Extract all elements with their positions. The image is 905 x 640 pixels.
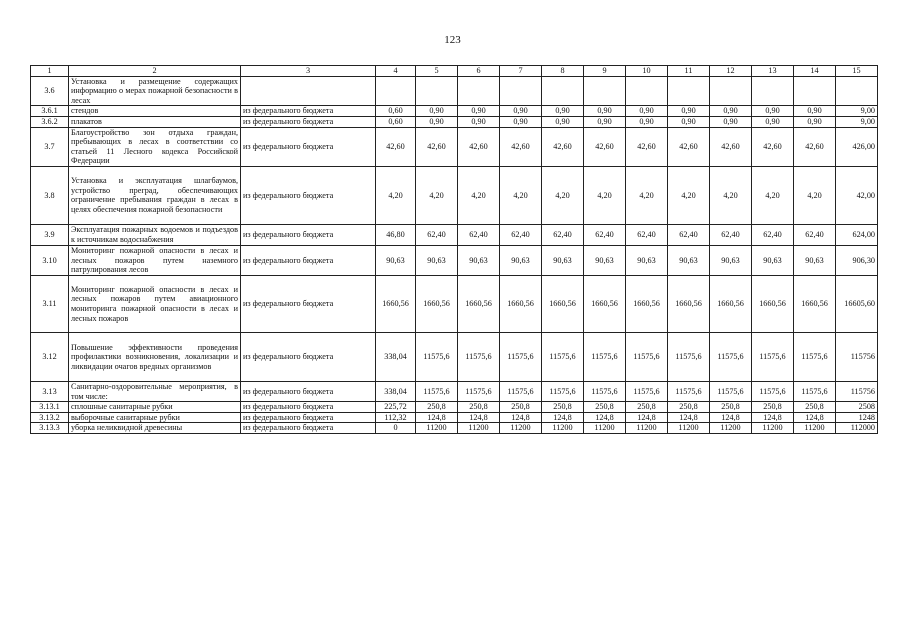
budget-table — [30, 65, 878, 434]
funding-source-cell: из федерального бюджета — [241, 332, 376, 381]
year-value-cell: 62,40 — [752, 224, 794, 245]
year-value-cell: 250,8 — [458, 402, 500, 413]
total-value-cell: 906,30 — [836, 245, 878, 275]
year-value-cell: 42,60 — [458, 127, 500, 166]
year-value-cell: 46,80 — [376, 224, 416, 245]
table-row — [31, 423, 878, 434]
year-value-cell: 62,40 — [458, 224, 500, 245]
year-value-cell: 1660,56 — [584, 275, 626, 332]
row-name-cell: выборочные санитарные рубки — [69, 412, 241, 423]
year-value-cell: 0,90 — [584, 116, 626, 127]
year-value-cell: 250,8 — [416, 402, 458, 413]
year-value-cell: 11575,6 — [416, 381, 458, 401]
year-value-cell: 42,60 — [752, 127, 794, 166]
column-header: 1 — [31, 66, 69, 77]
row-name-cell: Мониторинг пожарной опасности в лесах и лесных пожаров путем авиационного мониторинга пожарной опасности в лесах и лесных пожаров — [69, 275, 241, 332]
year-value-cell: 1660,56 — [500, 275, 542, 332]
year-value-cell: 4,20 — [500, 166, 542, 224]
year-value-cell: 1660,56 — [626, 275, 668, 332]
total-value-cell: 112000 — [836, 423, 878, 434]
year-value-cell: 0 — [376, 423, 416, 434]
year-value-cell: 250,8 — [752, 402, 794, 413]
year-value-cell: 250,8 — [584, 402, 626, 413]
year-value-cell: 0,90 — [416, 116, 458, 127]
year-value-cell: 0,90 — [794, 116, 836, 127]
table-row — [31, 245, 878, 275]
year-value-cell: 90,63 — [542, 245, 584, 275]
funding-source-cell: из федерального бюджета — [241, 402, 376, 413]
table-row — [31, 166, 878, 224]
year-value-cell: 0,90 — [500, 106, 542, 117]
year-value-cell: 11575,6 — [416, 332, 458, 381]
year-value-cell — [626, 76, 668, 106]
year-value-cell: 90,63 — [668, 245, 710, 275]
funding-source-cell: из федерального бюджета — [241, 166, 376, 224]
column-header: 3 — [241, 66, 376, 77]
year-value-cell: 90,63 — [376, 245, 416, 275]
year-value-cell: 62,40 — [710, 224, 752, 245]
total-value-cell: 42,00 — [836, 166, 878, 224]
year-value-cell — [710, 76, 752, 106]
total-value-cell: 115756 — [836, 381, 878, 401]
year-value-cell: 0,90 — [668, 106, 710, 117]
year-value-cell: 338,04 — [376, 381, 416, 401]
year-value-cell: 124,8 — [584, 412, 626, 423]
year-value-cell: 11200 — [458, 423, 500, 434]
column-header: 5 — [416, 66, 458, 77]
row-name-cell: уборка неликвидной древесины — [69, 423, 241, 434]
year-value-cell: 11200 — [794, 423, 836, 434]
row-number-cell: 3.12 — [31, 332, 69, 381]
year-value-cell: 1660,56 — [710, 275, 752, 332]
year-value-cell: 62,40 — [542, 224, 584, 245]
row-number-cell: 3.6.2 — [31, 116, 69, 127]
year-value-cell: 42,60 — [542, 127, 584, 166]
year-value-cell: 11575,6 — [626, 332, 668, 381]
header-row — [31, 66, 878, 77]
year-value-cell: 42,60 — [376, 127, 416, 166]
row-number-cell: 3.13.1 — [31, 402, 69, 413]
column-header: 15 — [836, 66, 878, 77]
funding-source-cell: из федерального бюджета — [241, 245, 376, 275]
year-value-cell: 4,20 — [794, 166, 836, 224]
row-number-cell: 3.7 — [31, 127, 69, 166]
year-value-cell: 42,60 — [710, 127, 752, 166]
year-value-cell — [752, 76, 794, 106]
year-value-cell: 62,40 — [584, 224, 626, 245]
column-header: 14 — [794, 66, 836, 77]
year-value-cell — [668, 76, 710, 106]
year-value-cell: 42,60 — [584, 127, 626, 166]
column-header: 2 — [69, 66, 241, 77]
funding-source-cell — [241, 76, 376, 106]
year-value-cell: 0,90 — [584, 106, 626, 117]
year-value-cell: 42,60 — [668, 127, 710, 166]
year-value-cell: 62,40 — [416, 224, 458, 245]
column-header: 8 — [542, 66, 584, 77]
column-header: 7 — [500, 66, 542, 77]
funding-source-cell: из федерального бюджета — [241, 423, 376, 434]
year-value-cell: 0,90 — [710, 106, 752, 117]
year-value-cell: 11200 — [668, 423, 710, 434]
year-value-cell: 90,63 — [416, 245, 458, 275]
row-number-cell: 3.13.3 — [31, 423, 69, 434]
year-value-cell: 11575,6 — [794, 381, 836, 401]
year-value-cell — [458, 76, 500, 106]
total-value-cell: 624,00 — [836, 224, 878, 245]
table-row — [31, 106, 878, 117]
row-number-cell: 3.6 — [31, 76, 69, 106]
year-value-cell: 124,8 — [668, 412, 710, 423]
year-value-cell: 250,8 — [500, 402, 542, 413]
funding-source-cell: из федерального бюджета — [241, 106, 376, 117]
funding-source-cell: из федерального бюджета — [241, 224, 376, 245]
year-value-cell: 0,90 — [500, 116, 542, 127]
year-value-cell: 1660,56 — [752, 275, 794, 332]
year-value-cell: 42,60 — [794, 127, 836, 166]
table-row — [31, 275, 878, 332]
year-value-cell: 0,90 — [542, 106, 584, 117]
funding-source-cell: из федерального бюджета — [241, 381, 376, 401]
year-value-cell: 11575,6 — [542, 381, 584, 401]
year-value-cell: 0,90 — [542, 116, 584, 127]
year-value-cell: 1660,56 — [376, 275, 416, 332]
total-value-cell: 426,00 — [836, 127, 878, 166]
year-value-cell: 90,63 — [584, 245, 626, 275]
year-value-cell: 0,90 — [416, 106, 458, 117]
table-row — [31, 76, 878, 106]
year-value-cell: 11575,6 — [500, 381, 542, 401]
year-value-cell: 0,90 — [752, 106, 794, 117]
column-header: 6 — [458, 66, 500, 77]
year-value-cell: 0,90 — [668, 116, 710, 127]
total-value-cell: 16605,60 — [836, 275, 878, 332]
year-value-cell: 112,32 — [376, 412, 416, 423]
year-value-cell: 11200 — [626, 423, 668, 434]
year-value-cell: 11575,6 — [458, 332, 500, 381]
year-value-cell: 1660,56 — [542, 275, 584, 332]
row-number-cell: 3.10 — [31, 245, 69, 275]
table-row — [31, 381, 878, 401]
year-value-cell: 1660,56 — [458, 275, 500, 332]
year-value-cell: 0,90 — [458, 116, 500, 127]
row-name-cell: Благоустройство зон отдыха граждан, пребывающих в лесах в соответствии со статьей 11 Лесного кодекса Российской Федерации — [69, 127, 241, 166]
year-value-cell: 11200 — [752, 423, 794, 434]
year-value-cell: 4,20 — [376, 166, 416, 224]
column-header: 10 — [626, 66, 668, 77]
year-value-cell: 90,63 — [626, 245, 668, 275]
year-value-cell: 124,8 — [710, 412, 752, 423]
year-value-cell: 0,90 — [710, 116, 752, 127]
table-body — [31, 66, 878, 434]
year-value-cell: 62,40 — [500, 224, 542, 245]
year-value-cell: 124,8 — [542, 412, 584, 423]
year-value-cell — [794, 76, 836, 106]
year-value-cell: 11575,6 — [710, 332, 752, 381]
year-value-cell: 1660,56 — [794, 275, 836, 332]
year-value-cell: 250,8 — [542, 402, 584, 413]
year-value-cell: 11575,6 — [752, 381, 794, 401]
table-row — [31, 127, 878, 166]
year-value-cell: 225,72 — [376, 402, 416, 413]
funding-source-cell: из федерального бюджета — [241, 116, 376, 127]
year-value-cell: 62,40 — [668, 224, 710, 245]
year-value-cell: 4,20 — [668, 166, 710, 224]
row-number-cell: 3.13.2 — [31, 412, 69, 423]
year-value-cell: 250,8 — [710, 402, 752, 413]
year-value-cell: 11575,6 — [500, 332, 542, 381]
year-value-cell: 0,60 — [376, 106, 416, 117]
funding-source-cell: из федерального бюджета — [241, 275, 376, 332]
year-value-cell: 124,8 — [794, 412, 836, 423]
year-value-cell: 4,20 — [416, 166, 458, 224]
total-value-cell: 2508 — [836, 402, 878, 413]
year-value-cell: 124,8 — [752, 412, 794, 423]
year-value-cell — [584, 76, 626, 106]
funding-source-cell: из федерального бюджета — [241, 412, 376, 423]
row-number-cell: 3.6.1 — [31, 106, 69, 117]
year-value-cell: 11575,6 — [584, 381, 626, 401]
year-value-cell: 90,63 — [752, 245, 794, 275]
year-value-cell: 62,40 — [794, 224, 836, 245]
total-value-cell: 9,00 — [836, 116, 878, 127]
year-value-cell: 11200 — [710, 423, 752, 434]
year-value-cell: 250,8 — [794, 402, 836, 413]
row-name-cell: плакатов — [69, 116, 241, 127]
year-value-cell: 124,8 — [500, 412, 542, 423]
year-value-cell: 90,63 — [794, 245, 836, 275]
year-value-cell: 0,90 — [626, 106, 668, 117]
year-value-cell: 42,60 — [500, 127, 542, 166]
year-value-cell — [416, 76, 458, 106]
year-value-cell: 11575,6 — [668, 332, 710, 381]
year-value-cell: 11575,6 — [626, 381, 668, 401]
page-number: 123 — [444, 34, 461, 46]
year-value-cell: 4,20 — [458, 166, 500, 224]
year-value-cell: 4,20 — [752, 166, 794, 224]
column-header: 9 — [584, 66, 626, 77]
table-row — [31, 412, 878, 423]
row-name-cell: стендов — [69, 106, 241, 117]
year-value-cell: 11575,6 — [710, 381, 752, 401]
total-value-cell: 1248 — [836, 412, 878, 423]
year-value-cell: 42,60 — [416, 127, 458, 166]
year-value-cell — [376, 76, 416, 106]
table-row — [31, 116, 878, 127]
year-value-cell: 11200 — [416, 423, 458, 434]
table-row — [31, 224, 878, 245]
year-value-cell: 4,20 — [584, 166, 626, 224]
year-value-cell: 4,20 — [542, 166, 584, 224]
year-value-cell: 0,90 — [458, 106, 500, 117]
row-name-cell: Санитарно-оздоровительные мероприятия, в том числе: — [69, 381, 241, 401]
column-header: 13 — [752, 66, 794, 77]
year-value-cell: 124,8 — [626, 412, 668, 423]
year-value-cell: 11575,6 — [542, 332, 584, 381]
year-value-cell: 42,60 — [626, 127, 668, 166]
year-value-cell: 11575,6 — [458, 381, 500, 401]
year-value-cell: 0,60 — [376, 116, 416, 127]
row-number-cell: 3.8 — [31, 166, 69, 224]
table-row — [31, 332, 878, 381]
year-value-cell: 11200 — [584, 423, 626, 434]
row-number-cell: 3.13 — [31, 381, 69, 401]
year-value-cell: 250,8 — [626, 402, 668, 413]
row-name-cell: Установка и размещение содержащих информацию о мерах пожарной безопасности в лесах — [69, 76, 241, 106]
year-value-cell: 90,63 — [458, 245, 500, 275]
year-value-cell: 11575,6 — [752, 332, 794, 381]
row-number-cell: 3.9 — [31, 224, 69, 245]
year-value-cell: 124,8 — [458, 412, 500, 423]
year-value-cell: 124,8 — [416, 412, 458, 423]
year-value-cell: 11200 — [500, 423, 542, 434]
year-value-cell — [500, 76, 542, 106]
funding-source-cell: из федерального бюджета — [241, 127, 376, 166]
year-value-cell: 250,8 — [668, 402, 710, 413]
row-name-cell: Эксплуатация пожарных водоемов и подъездов к источникам водоснабжения — [69, 224, 241, 245]
year-value-cell: 0,90 — [626, 116, 668, 127]
year-value-cell: 1660,56 — [416, 275, 458, 332]
row-number-cell: 3.11 — [31, 275, 69, 332]
year-value-cell: 338,04 — [376, 332, 416, 381]
total-value-cell — [836, 76, 878, 106]
year-value-cell: 90,63 — [500, 245, 542, 275]
column-header: 4 — [376, 66, 416, 77]
year-value-cell: 11575,6 — [794, 332, 836, 381]
column-header: 12 — [710, 66, 752, 77]
year-value-cell: 0,90 — [752, 116, 794, 127]
row-name-cell: Установка и эксплуатация шлагбаумов, устройство преград, обеспечивающих ограничение пребывания граждан в лесах в целях обеспечения пожарной безопасности — [69, 166, 241, 224]
total-value-cell: 9,00 — [836, 106, 878, 117]
row-name-cell: сплошные санитарные рубки — [69, 402, 241, 413]
column-header: 11 — [668, 66, 710, 77]
year-value-cell: 11200 — [542, 423, 584, 434]
year-value-cell: 62,40 — [626, 224, 668, 245]
year-value-cell: 11575,6 — [668, 381, 710, 401]
year-value-cell: 4,20 — [626, 166, 668, 224]
total-value-cell: 115756 — [836, 332, 878, 381]
year-value-cell: 1660,56 — [668, 275, 710, 332]
year-value-cell: 4,20 — [710, 166, 752, 224]
row-name-cell: Мониторинг пожарной опасности в лесах и лесных пожаров путем наземного патрулирования лесов — [69, 245, 241, 275]
table-row — [31, 402, 878, 413]
year-value-cell: 0,90 — [794, 106, 836, 117]
year-value-cell — [542, 76, 584, 106]
year-value-cell: 11575,6 — [584, 332, 626, 381]
row-name-cell: Повышение эффективности проведения профилактики возникновения, локализации и ликвидации очагов вредных организмов — [69, 332, 241, 381]
year-value-cell: 90,63 — [710, 245, 752, 275]
